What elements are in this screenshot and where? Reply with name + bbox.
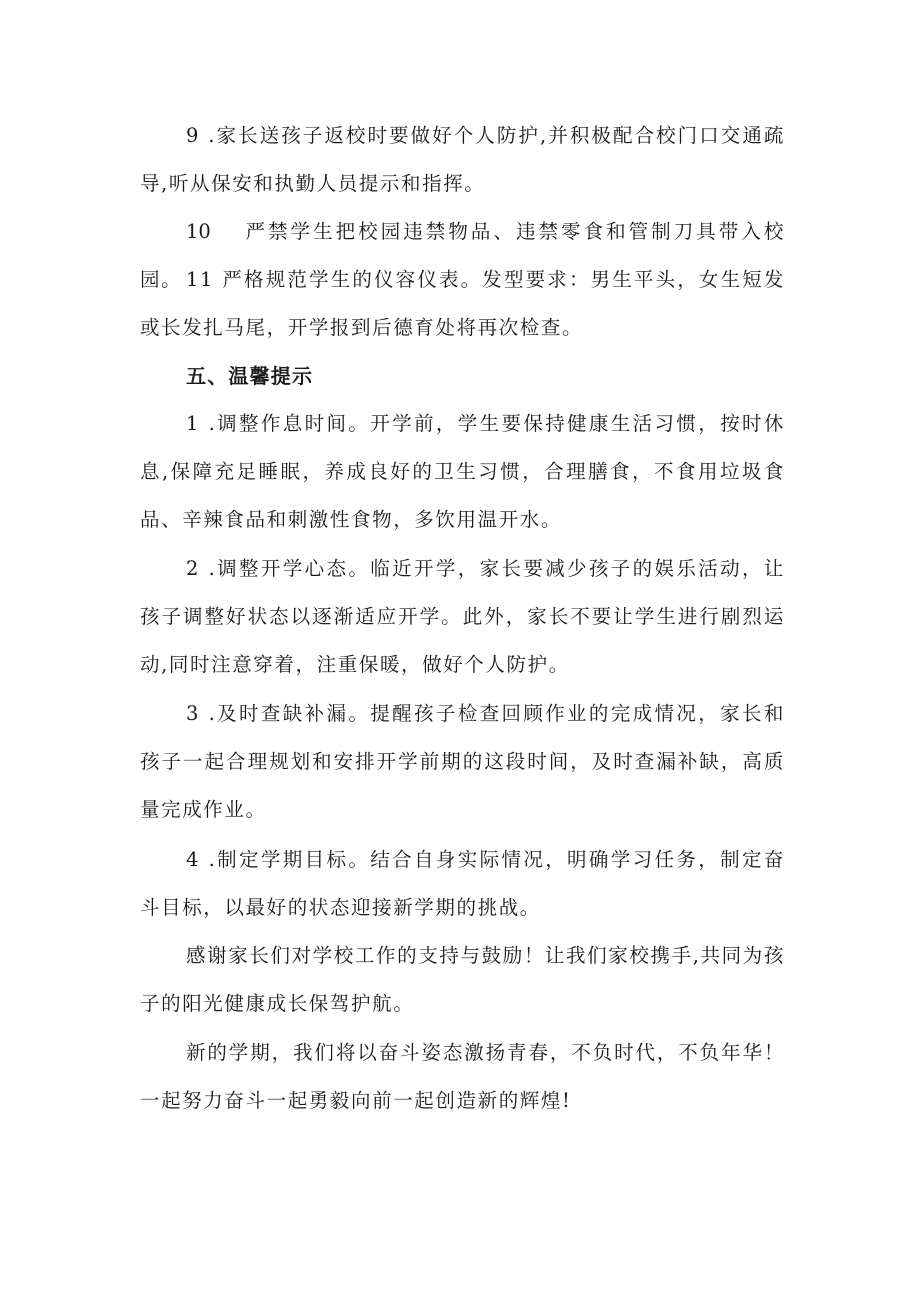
closing-thanks: 感谢家长们对学校工作的支持与鼓励！让我们家校携手,共同为孩子的阳光健康成长保驾护航。 [140,944,785,1015]
closing-motto: 新的学期，我们将以奋斗姿态激扬青春，不负时代，不负年华！一起努力奋斗一起勇毅向前一起创造新的辉煌! [140,1041,785,1112]
tip-item-2: 2 .调整开学心态。临近开学，家长要减少孩子的娱乐活动，让孩子调整好状态以逐渐适应开学。此外，家长不要让学生进行剧烈运动,同时注意穿着，注重保暖，做好个人防护。 [140,557,785,676]
rule-item-11: 11 严格规范学生的仪容仪表。发型要求：男生平头，女生短发或长发扎马尾，开学报到后德育处将再次检查。 [140,268,785,339]
rule-text: 严禁学生把校园违禁物品、违禁零食和管制刀具带入校园。 [140,220,785,291]
tip-item-4: 4 .制定学期目标。结合自身实际情况，明确学习任务，制定奋斗目标，以最好的状态迎接新学期的挑战。 [140,848,785,919]
tip-item-1: 1 .调整作息时间。开学前，学生要保持健康生活习惯，按时休息,保障充足睡眠，养成良好的卫生习惯，合理膳食，不食用垃圾食品、辛辣食品和刺激性食物，多饮用温开水。 [140,412,785,531]
tip-item-3: 3 .及时查缺补漏。提醒孩子检查回顾作业的完成情况，家长和孩子一起合理规划和安排开学前期的这段时间，及时查漏补缺，高质量完成作业。 [140,702,785,821]
section-heading: 五、温馨提示 [186,364,314,388]
rule-item-9: 9 .家长送孩子返校时要做好个人防护,并积极配合校门口交通疏导,听从保安和执勤人员提示和指挥。 [140,124,785,195]
rule-number: 10 [186,220,211,243]
